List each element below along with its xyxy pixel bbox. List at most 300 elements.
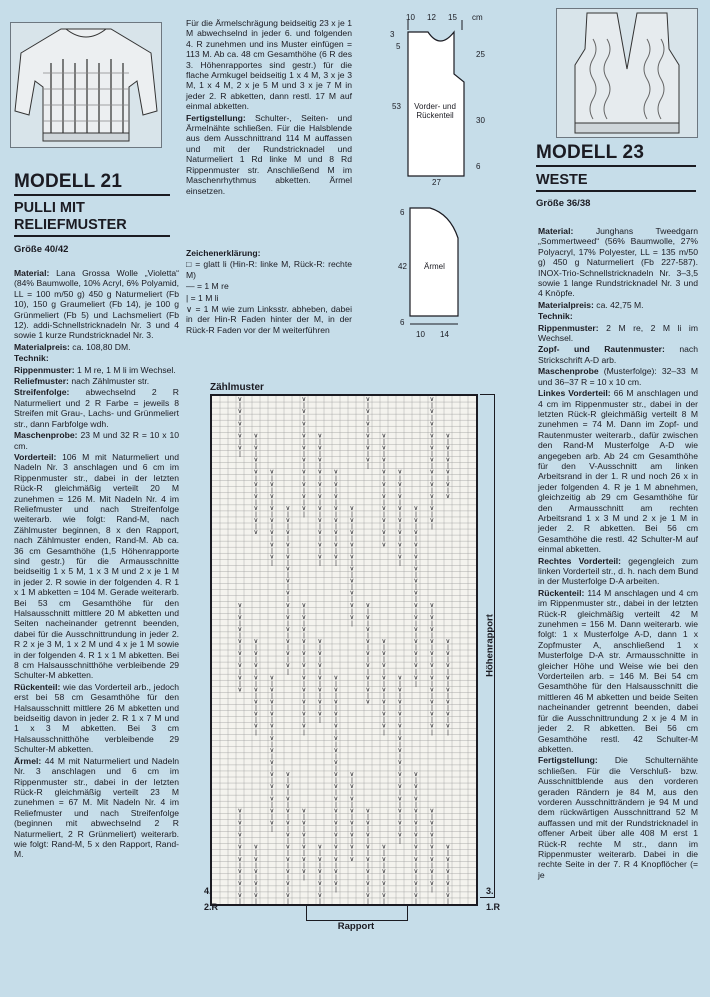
chart-symbol: | [319,885,321,893]
chart-symbol: | [383,486,385,494]
chart-symbol: | [415,595,417,603]
chart-symbol: ∨ [269,468,275,476]
chart-symbol: ∨ [445,710,451,718]
chart-symbol: ∨ [445,468,451,476]
chart-symbol: ∨ [269,529,275,537]
chart-symbol: ∨ [285,638,291,646]
chart-symbol: | [239,885,241,893]
chart-symbol: ∨ [365,807,371,815]
chart-symbol: ∨ [285,625,291,633]
chart-symbol: | [447,704,449,712]
chart-symbol: ∨ [253,468,259,476]
chart-symbol: ∨ [333,553,339,561]
chart-symbol: | [335,704,337,712]
chart-symbol: ∨ [285,613,291,621]
chart-symbol: | [271,728,273,736]
chart-symbol: ∨ [253,892,259,900]
chart-symbol: | [415,898,417,904]
chart-symbol: ∨ [317,710,323,718]
chart-symbol: | [447,728,449,736]
chart-symbol: | [335,474,337,482]
chart-symbol: ∨ [237,843,243,851]
chart-symbol: | [287,607,289,615]
paragraph-cable: Zopf- und Rautenmuster: nach Strickschrift A-D arb. [538,344,698,365]
chart-symbol: | [319,898,321,904]
paragraph-sleeve-shaping: Für die Ärmelschrägung beidseitig 23 x je 1 M abwechselnd in jeder 6. und folgenden 4. R zunehmen und ins Muster einfügen = 113 M. Ab ca. 48 cm Gesamthöhe (6 R des 3. Höhenrapportes sind gestr.) für die flache Armkugel beidseitig 1 x 4 M, 3 x je 3 M, 1 x 4 M, 2 x je 5 M und 3 x je 7 M in jeder 2. R abketten, dann restl. 17 M auf einmal abketten. [186,18,352,112]
chart-symbol: ∨ [397,831,403,839]
chart-symbol: ∨ [413,662,419,670]
chart-symbol: ∨ [381,529,387,537]
chart-symbol: | [399,559,401,567]
chart-symbol: ∨ [253,867,259,875]
paragraph-price: Materialpreis: ca. 42,75 M. [538,299,644,310]
chart-symbol: ∨ [333,480,339,488]
chart-symbol: | [255,885,257,893]
chart-symbol: ∨ [317,843,323,851]
chart-symbol: | [367,861,369,869]
chart-symbol: | [447,486,449,494]
chart-symbol: ∨ [381,517,387,525]
chart-symbol: | [335,486,337,494]
chart-symbol: ∨ [301,613,307,621]
chart-symbol: | [431,631,433,639]
chart-symbol: | [335,559,337,567]
chart-symbol: | [415,777,417,785]
chart-symbol: | [335,716,337,724]
chart-symbol: | [351,789,353,797]
chart-symbol: ∨ [365,867,371,875]
chart-symbol: | [335,765,337,773]
dim-label: 25 [476,50,485,59]
chart-symbol: | [239,825,241,833]
chart-symbol: ∨ [301,504,307,512]
chart-symbol: ∨ [365,432,371,440]
chart-symbol: ∨ [269,819,275,827]
chart-symbol: | [319,438,321,446]
legend-item: — = 1 M re [186,281,229,292]
chart-symbol: ∨ [269,710,275,718]
chart-symbol: ∨ [349,795,355,803]
chart-symbol: | [303,716,305,724]
chart-symbol: | [431,656,433,664]
chart-symbol: ∨ [445,686,451,694]
chart-symbol: | [383,885,385,893]
chart-symbol: | [383,680,385,688]
chart-symbol: ∨ [381,480,387,488]
chart-symbol: | [287,523,289,531]
chart-symbol: | [431,426,433,434]
chart-symbol: | [303,861,305,869]
chart-symbol: | [271,740,273,748]
chart-symbol: | [399,837,401,845]
chart-symbol: ∨ [365,625,371,633]
chart-symbol: ∨ [413,650,419,658]
chart-symbol: | [399,535,401,543]
chart-symbol: ∨ [381,432,387,440]
chart-symbol: ∨ [397,468,403,476]
chart-symbol: ∨ [301,638,307,646]
chart-symbol: ∨ [285,504,291,512]
chart-symbol: ∨ [285,662,291,670]
chart-symbol: ∨ [349,565,355,573]
chart-symbol: ∨ [301,396,307,404]
chart-symbol: | [335,511,337,519]
chart-symbol: ∨ [349,819,355,827]
chart-symbol: | [335,801,337,809]
chart-symbol: | [447,438,449,446]
chart-symbol: ∨ [317,504,323,512]
chart-symbol: ∨ [333,843,339,851]
chart-symbol: ∨ [237,432,243,440]
chart-symbol: ∨ [333,746,339,754]
chart-symbol: | [367,607,369,615]
chart-symbol: ∨ [349,831,355,839]
chart-symbol: ∨ [429,722,435,730]
chart-symbol: | [287,559,289,567]
dim-label: 30 [476,116,485,125]
chart-symbol: | [431,680,433,688]
repeat-bracket [306,906,408,921]
chart-symbol: | [287,837,289,845]
chart-symbol: ∨ [397,746,403,754]
chart-symbol: ∨ [285,589,291,597]
chart-symbol: ∨ [429,879,435,887]
chart-symbol: ∨ [237,662,243,670]
sweater-drawing [11,23,161,147]
chart-symbol: | [255,728,257,736]
chart-symbol: ∨ [237,819,243,827]
chart-symbol: | [383,462,385,470]
chart-symbol: ∨ [365,601,371,609]
chart-symbol: ∨ [397,819,403,827]
chart-symbol: ∨ [445,879,451,887]
chart-symbol: | [303,462,305,470]
chart-symbol: | [239,668,241,676]
chart-symbol: | [431,474,433,482]
chart-symbol: ∨ [365,698,371,706]
chart-symbol: ∨ [285,529,291,537]
chart-symbol: ∨ [445,855,451,863]
chart-symbol: | [271,813,273,821]
chart-symbol: | [303,631,305,639]
chart-symbol: ∨ [333,867,339,875]
chart-symbol: ∨ [253,456,259,464]
chart-symbol: | [319,450,321,458]
chart-symbol: ∨ [237,625,243,633]
chart-symbol: ∨ [317,879,323,887]
chart-symbol: | [367,692,369,700]
chart-symbol: ∨ [413,843,419,851]
chart-symbol: | [383,438,385,446]
dim-label: 6 [476,162,481,171]
model-23-label: MODELL 23 [536,142,645,163]
chart-symbol: ∨ [253,480,259,488]
chart-symbol: | [255,486,257,494]
paragraph-left-front: Linkes Vorderteil: 66 M anschlagen und 4 cm im Rippenmuster str., dabei in der letzten Rück-R gleichmäßig verteilt 8 M zunehmen = 74 M. Dann im Zopf- und Rautenmuster weiterarb., dafür zwischen den Rand-M Musterfolge A-D wie angegeben arb. Ab 24 cm Gesamthöhe für den V-Ausschnitt am linken Arbeitsrand in der 1. R und noch 26 x in jeder folgenden 4. R je 1 M abnehmen, gleichzeitig ab 29 cm Gesamthöhe für den Armausschnitt am rechten Arbeitsrand 1 x 3 M und 2 x je 1 M in jeder 2. R abketten. Bei 56 cm Gesamthöhe die restl. 42 Schulter-M auf einmal abketten. [538,388,699,555]
chart-symbol: | [255,523,257,531]
chart-symbol: | [399,498,401,506]
dim-label: 10 [406,13,415,22]
chart-symbol: ∨ [301,625,307,633]
chart-symbol: | [239,414,241,422]
chart-symbol: | [431,523,433,531]
chart-symbol: | [287,511,289,519]
chart-symbol: | [255,474,257,482]
chart-gridlines [212,396,476,904]
chart-symbol: ∨ [237,892,243,900]
chart-symbol: ∨ [253,517,259,525]
chart-symbol: ∨ [413,625,419,633]
legend-title: Zeichenerklärung: [186,248,261,258]
chart-symbol: | [239,680,241,688]
model-23-title: WESTE [536,172,588,188]
chart-symbol: | [287,595,289,603]
chart-symbol: | [303,849,305,857]
chart-symbol: | [399,704,401,712]
chart-symbol: | [303,644,305,652]
chart-symbol: ∨ [333,783,339,791]
chart-symbol: | [367,680,369,688]
row-label: 3. [486,886,494,896]
chart-symbol: | [335,885,337,893]
chart-symbol: ∨ [333,855,339,863]
chart-symbol: | [399,523,401,531]
chart-symbol: ∨ [269,771,275,779]
chart-symbol: ∨ [413,589,419,597]
chart-symbol: ∨ [365,638,371,646]
chart-symbol: | [367,813,369,821]
chart-symbol: ∨ [237,867,243,875]
chart-symbol: ∨ [301,710,307,718]
chart-symbol: ∨ [381,444,387,452]
chart-symbol: ∨ [413,638,419,646]
chart-symbol: ∨ [317,541,323,549]
chart-symbol: ∨ [429,819,435,827]
chart-symbol: | [415,656,417,664]
chart-symbol: | [319,873,321,881]
chart-symbol: ∨ [253,492,259,500]
chart-symbol: ∨ [429,831,435,839]
chart-symbol: | [303,692,305,700]
chart-symbol: | [383,523,385,531]
chart-symbol: | [367,644,369,652]
chart-symbol: | [255,898,257,904]
body-label: Vorder- und Rückenteil [414,102,456,120]
chart-symbol: | [303,837,305,845]
chart-symbol: ∨ [429,867,435,875]
chart-symbol: | [399,474,401,482]
chart-symbol: | [335,849,337,857]
chart-symbol: | [271,535,273,543]
chart-symbol: | [447,861,449,869]
chart-symbol: | [287,631,289,639]
chart-symbol: | [431,414,433,422]
chart-symbol: ∨ [237,650,243,658]
chart-symbol: ∨ [301,468,307,476]
chart-symbol: | [287,885,289,893]
chart-symbol: ∨ [413,565,419,573]
chart-symbol: | [255,861,257,869]
chart-symbol: ∨ [413,867,419,875]
chart-symbol: | [303,607,305,615]
chart-symbol: | [319,474,321,482]
chart-symbol: | [415,789,417,797]
paragraph-relief: Reliefmuster: nach Zählmuster str. [14,376,150,387]
chart-symbol: ∨ [333,795,339,803]
chart-symbol: | [351,511,353,519]
row-label: 1.R [486,902,501,912]
chart-symbol: ∨ [269,783,275,791]
chart-symbol: | [431,873,433,881]
chart-symbol: ∨ [365,819,371,827]
chart-symbol: ∨ [333,819,339,827]
chart-symbol: ∨ [317,444,323,452]
chart-symbol: | [271,486,273,494]
chart-symbol: ∨ [269,807,275,815]
chart-symbol: ∨ [381,722,387,730]
chart-symbol: ∨ [301,698,307,706]
chart-symbol: | [383,704,385,712]
chart-symbol: ∨ [333,541,339,549]
chart-symbol: ∨ [381,892,387,900]
chart-symbol: ∨ [301,831,307,839]
sweater-illustration [10,22,162,148]
chart-symbol: ∨ [365,662,371,670]
chart-symbol: ∨ [285,783,291,791]
chart-symbol: ∨ [429,855,435,863]
chart-symbol: | [431,716,433,724]
chart-symbol: ∨ [237,879,243,887]
paragraph-front: Vorderteil: 106 M mit Naturmeliert und Nadeln Nr. 3 anschlagen und 6 cm im Rippenmuster str., dabei in der letzten Rück-R gleichmäßig verteilt 20 M zunehmen = 126 M. Mit Nadeln Nr. 4 im Reliefmuster und nach Streifenfolge weiterarb. wie folgt: Rand-M, nach Zählmuster beginnen, 8 x den Rapport, nach Zählmuster enden, Rand-M. Ab ca. 36 cm Gesamthöhe (1,5 Höhenrapporte sind gestr.) für die Armausschnitte beidseitig 1 x 5 M, 1 x 3 M und 2 x je 1 M in jeder 2. R sowie in der folgenden 4. R 1 x 1 M abketten = 104 M. Gerade weiterarb. Bei 53 cm Gesamthöhe für den Halsausschnitt mittlere 20 M abketten und Seiten nacheinander getrennt beenden, dabei für die Ausschnittrundung in jeder 2. R 2 x je 3 M, 1 x 2 M und 4 x je 1 M sowie in der folgenden 4. R 1 x 1 M abketten. Bei 8 cm Halsausschnitthöhe verbleibende 29 Schulter-M abketten. [14,451,179,681]
chart-symbol: | [303,873,305,881]
legend-item: ∨ = 1 M wie zum Linksstr. abheben, dabei in der Hin-R Faden hinter der M, in der Rück-R Faden vor der M weiterführen [186,304,352,335]
legend-item: □ = glatt li (Hin-R: linke M, Rück-R: rechte M) [186,259,352,280]
chart-symbol: | [415,607,417,615]
chart-symbol: | [335,873,337,881]
dim-label: 10 [416,330,425,339]
chart-symbol: | [287,535,289,543]
chart-symbol: ∨ [429,492,435,500]
chart-symbol: | [287,789,289,797]
model-21-label: MODELL 21 [14,171,123,192]
chart-symbol: | [351,777,353,785]
chart-symbol: ∨ [285,553,291,561]
chart-symbol: | [255,644,257,652]
chart-symbol: ∨ [333,734,339,742]
chart-symbol: ∨ [253,444,259,452]
chart-symbol: | [431,511,433,519]
chart-symbol: ∨ [253,855,259,863]
chart-symbol: ∨ [269,795,275,803]
chart-symbol: | [303,438,305,446]
chart-symbol: | [431,438,433,446]
chart-symbol: | [415,535,417,543]
chart-symbol: | [335,728,337,736]
chart-symbol: | [431,849,433,857]
chart-symbol: ∨ [301,722,307,730]
chart-symbol: | [239,861,241,869]
chart-symbol: | [303,450,305,458]
chart-symbol: ∨ [285,819,291,827]
chart-symbol: ∨ [317,638,323,646]
chart-symbol: ∨ [397,710,403,718]
chart-symbol: ∨ [381,698,387,706]
chart-symbol: | [431,644,433,652]
chart-symbol: ∨ [445,674,451,682]
chart-symbol: ∨ [253,650,259,658]
chart-symbol: ∨ [429,698,435,706]
dim-label: 6 [400,318,405,327]
chart-symbol: ∨ [365,420,371,428]
model-23-instructions [538,226,698,881]
chart-symbol: | [367,825,369,833]
chart-symbol: ∨ [237,613,243,621]
chart-symbol: ∨ [445,480,451,488]
chart-symbol: ∨ [285,879,291,887]
chart-symbol: ∨ [381,492,387,500]
model-21-size: Größe 40/42 [14,244,69,255]
chart-symbol: | [303,668,305,676]
chart-symbol: | [239,438,241,446]
chart-symbol: | [383,450,385,458]
chart-symbol: | [447,716,449,724]
chart-symbol: | [399,752,401,760]
chart-symbol: | [255,462,257,470]
chart-symbol: ∨ [269,541,275,549]
paragraph-back: Rückenteil: 114 M anschlagen und 4 cm im Rippenmuster str., dabei in der letzten Rück-R gleichmäßig verteilt 42 M zunehmen = 156 M. Dann weiterarb. wie folgt: 1 x Musterfolge A-D, dann 1 x Zopfmuster A, anschließend 1 x Musterfolge D-A str. Armausschnitte in gleicher Höhe und Weise wie bei den Vorderteilen arb. = 146 M. Bei 54 cm Gesamthöhe für den Halsausschnitt die mittleren 46 M abketten und beide Seiten nacheinander getrennt beenden, dabei für die Ausschnittrundung 2 x je 4 M in jeder 2. R abketten. Bei 56 cm Gesamthöhe restl. 42 Schulter-M abketten. [538,587,698,754]
chart-symbol: ∨ [269,480,275,488]
chart-symbol: ∨ [349,517,355,525]
paragraph-back: Rückenteil: wie das Vorderteil arb., jedoch erst bei 58 cm Gesamthöhe für den Halsausschnitt mittlere 26 M abketten und beidseitig davon in jeder 2. R 1 x 7 M und 1 x 3 M abketten. Bei 3 cm Halsausschnitthöhe verbleibende 29 Schulter-M abketten. [14,681,179,755]
chart-symbol: | [319,861,321,869]
chart-symbol: | [303,825,305,833]
chart-symbol: ∨ [429,396,435,404]
model-23-size: Größe 36/38 [536,198,591,209]
chart-symbol: | [383,668,385,676]
vest-drawing [557,9,697,137]
chart-symbol: | [271,716,273,724]
chart-symbol: ∨ [365,892,371,900]
chart-symbol: ∨ [429,468,435,476]
chart-symbol: | [335,547,337,555]
paragraph-rib: Rippenmuster: 1 M re, 1 M li im Wechsel. [14,364,176,375]
chart-symbol: | [415,813,417,821]
chart-symbol: | [447,849,449,857]
chart-symbol: ∨ [253,662,259,670]
chart-symbol: ∨ [413,892,419,900]
chart-symbol: | [239,619,241,627]
chart-symbol: | [303,498,305,506]
chart-symbol: | [271,752,273,760]
chart-symbol: ∨ [317,480,323,488]
chart-symbol: ∨ [429,432,435,440]
chart-symbol: ∨ [269,686,275,694]
body-schematic [384,10,504,190]
chart-symbol: | [303,813,305,821]
chart-symbol: ∨ [349,771,355,779]
chart-symbol: ∨ [301,662,307,670]
chart-symbol: | [335,813,337,821]
model-21-title-2: RELIEFMUSTER [14,217,127,233]
chart-symbol: ∨ [317,698,323,706]
chart-symbol: ∨ [445,843,451,851]
chart-symbol: | [335,535,337,543]
chart-symbol: ∨ [413,529,419,537]
chart-symbol: | [447,873,449,881]
chart-symbol: ∨ [413,819,419,827]
chart-symbol: | [335,837,337,845]
chart-symbol: | [319,692,321,700]
